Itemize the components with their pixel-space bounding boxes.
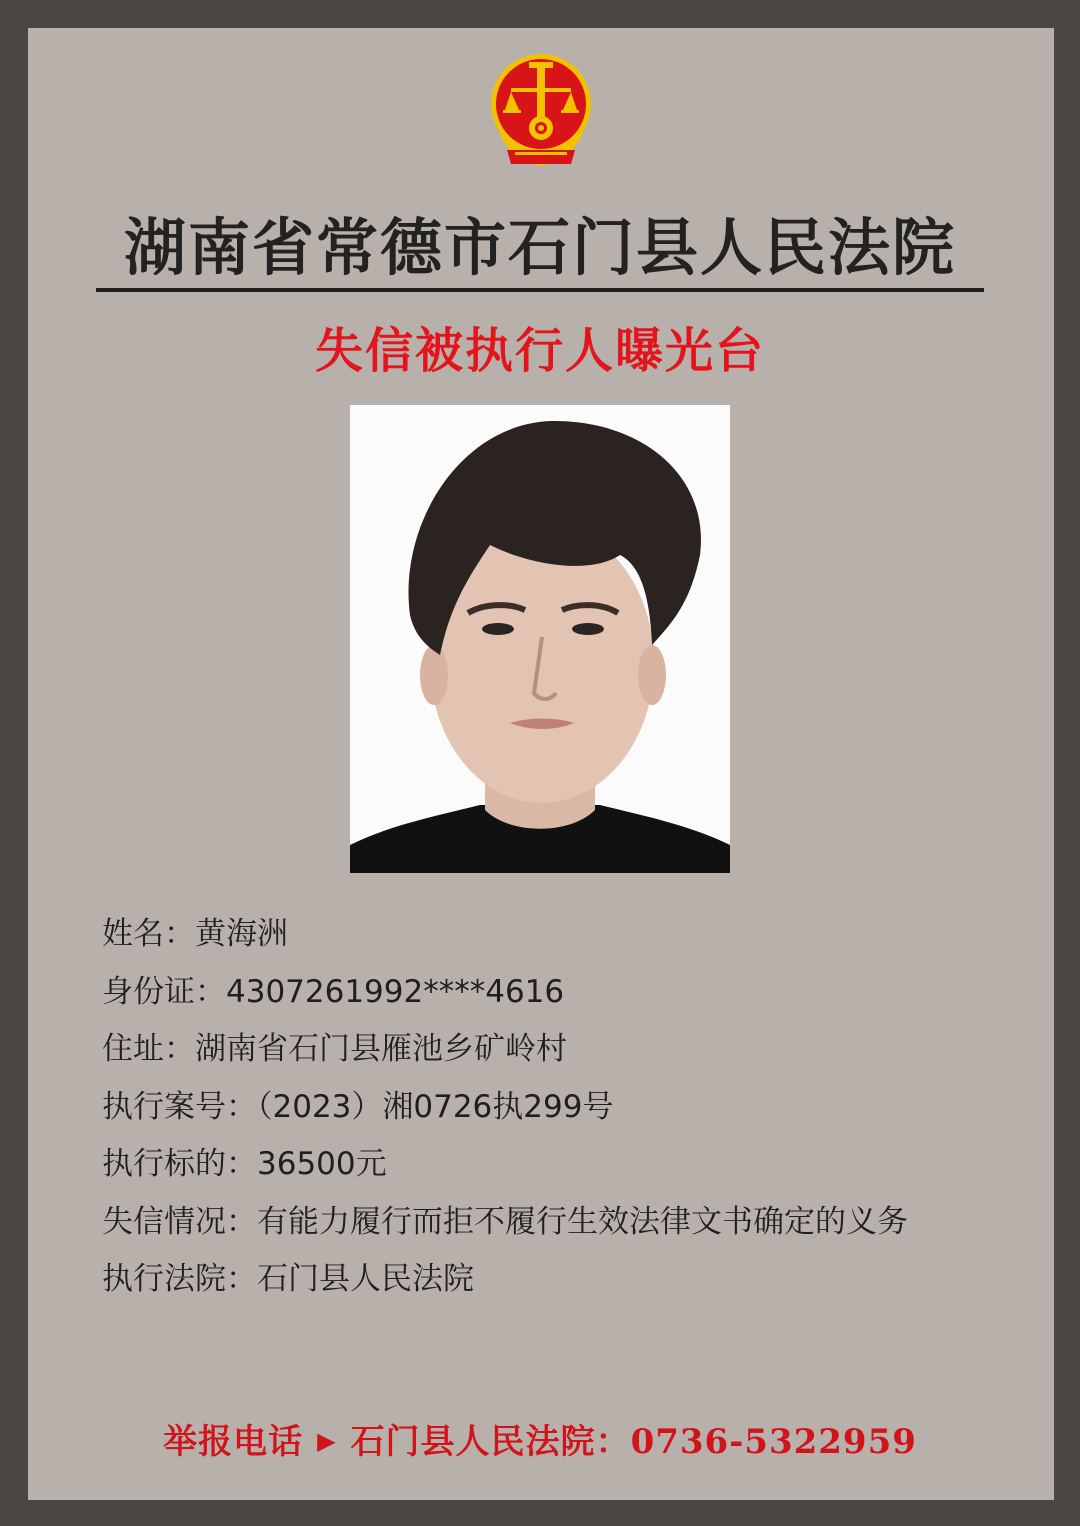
address-value: 湖南省石门县雁池乡矿岭村 [195, 1031, 567, 1067]
info-row-id [102, 964, 1042, 1022]
person-photo [350, 405, 730, 873]
arrow-right-icon: ▶ [317, 1426, 337, 1455]
board-title: 失信被执行人曝光台 [314, 323, 765, 379]
amount-label: 执行标的： [102, 1146, 257, 1182]
name-value: 黄海洲 [195, 916, 288, 952]
case-number-label: 执行案号： [102, 1088, 257, 1125]
debtor-info [102, 906, 1042, 1309]
hotline-phone[interactable]: 0736-5322959 [630, 1422, 917, 1462]
situation-value: 有能力履行而拒不履行生效法律文书确定的义务 [257, 1203, 908, 1240]
court-label: 执行法院： [102, 1261, 257, 1297]
situation-label: 失信情况： [102, 1203, 257, 1240]
info-row-court [102, 1251, 1042, 1309]
id-value: 4307261992****4616 [226, 973, 565, 1010]
court-value: 石门县人民法院 [257, 1261, 474, 1297]
name-label: 姓名： [102, 916, 195, 952]
court-name: 湖南省常德市石门县人民法院 [123, 211, 956, 284]
info-row-amount [102, 1136, 1042, 1194]
address-label: 住址： [102, 1031, 195, 1067]
amount-value: 36500元 [257, 1146, 387, 1182]
hotline-court: 石门县人民法院： [350, 1422, 631, 1462]
info-row-case-number [102, 1079, 1042, 1137]
info-row-address [102, 1021, 1042, 1079]
info-row-situation [102, 1194, 1042, 1252]
court-emblem-icon [485, 48, 597, 174]
info-row-name [102, 906, 1042, 964]
report-hotline [0, 1414, 1080, 1463]
id-label: 身份证： [102, 973, 226, 1010]
hotline-label: 举报电话 [163, 1422, 304, 1462]
case-number-value: （2023）湘0726执299号 [257, 1088, 614, 1125]
title-divider [96, 288, 984, 292]
